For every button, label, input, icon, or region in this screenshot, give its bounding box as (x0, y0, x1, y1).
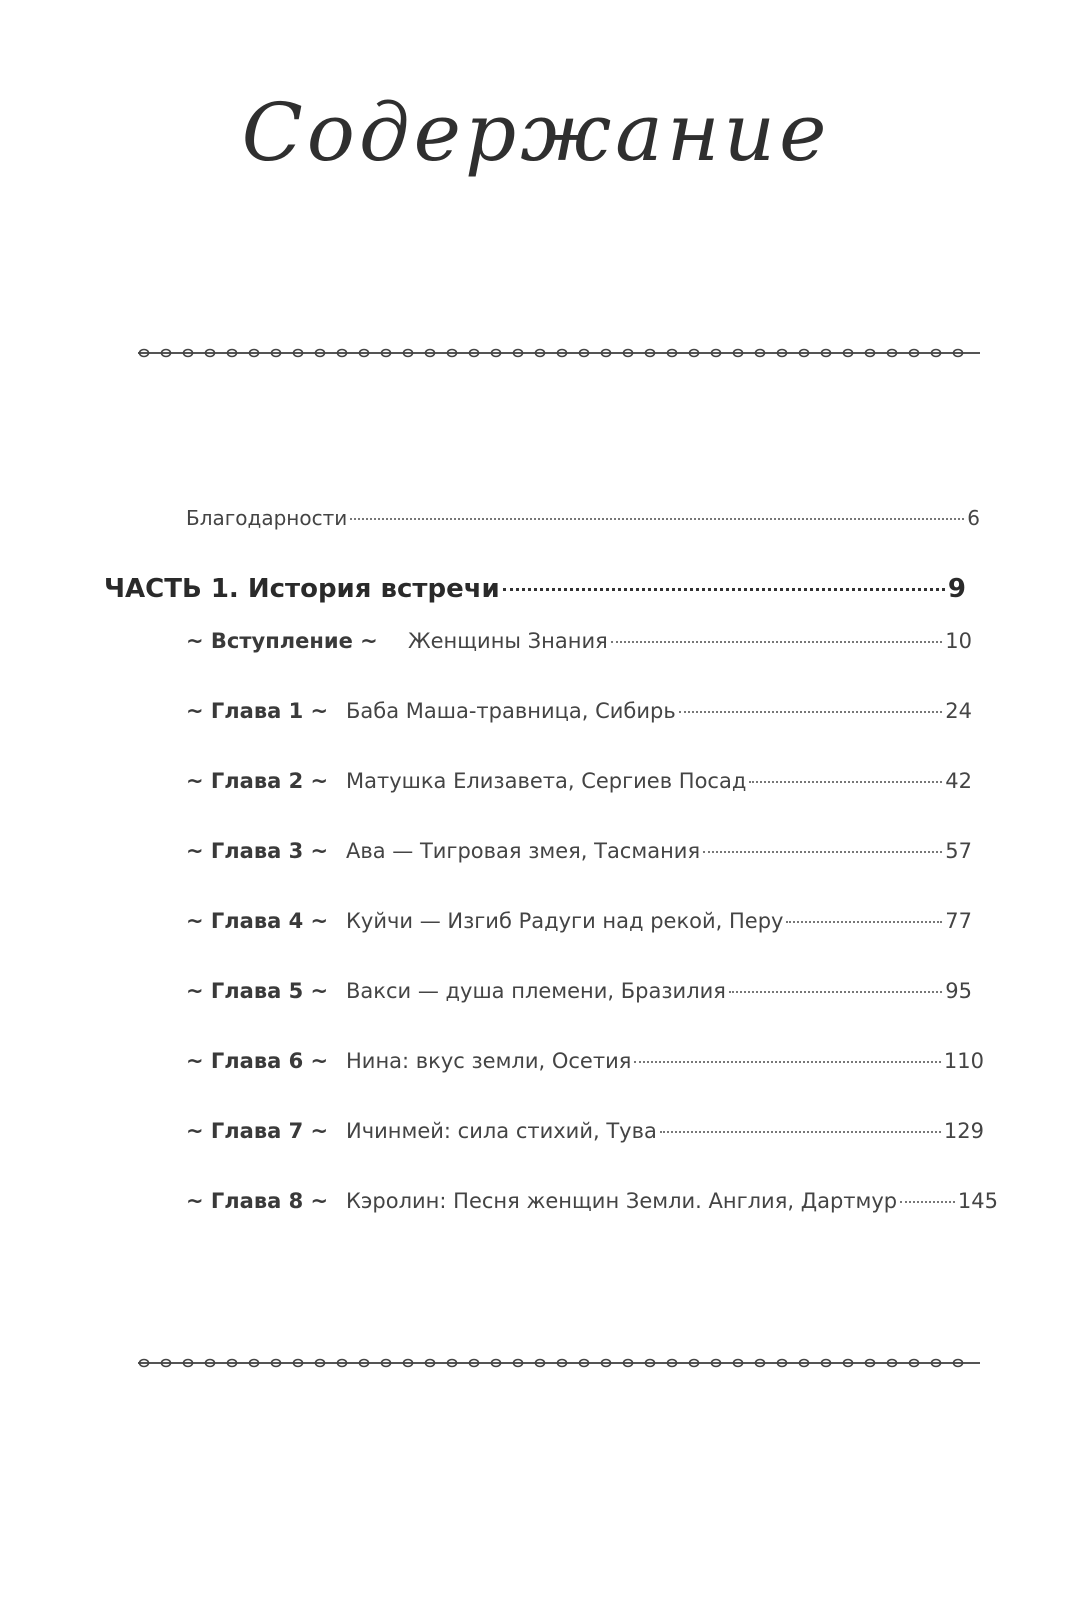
toc-entry-title: Куйчи — Изгиб Радуги над рекой, Перу (346, 909, 784, 933)
dot-leader (786, 921, 942, 923)
toc-entry-page: 24 (945, 699, 972, 723)
toc-entry-label: ~ Глава 4 ~ (186, 909, 329, 933)
dot-leader (900, 1201, 955, 1203)
dot-leader (729, 991, 942, 993)
bottom-ornament-divider (138, 1356, 980, 1370)
toc-entry-title: Кэролин: Песня женщин Земли. Англия, Дартмур (346, 1189, 898, 1213)
toc-entry-title: Ичинмей: сила стихий, Тува (346, 1119, 657, 1143)
toc-entry-title: Баба Маша-травница, Сибирь (346, 699, 676, 723)
toc-entry-label: ~ Глава 1 ~ (186, 699, 329, 723)
toc-entry-page: 42 (945, 769, 972, 793)
toc-entry-chapter-1[interactable] (186, 699, 972, 723)
toc-entry-chapter-2[interactable] (186, 769, 972, 793)
dot-leader (749, 781, 942, 783)
toc-acknowledgements-page: 6 (967, 506, 980, 530)
toc-entry-label: ~ Вступление ~ (186, 629, 378, 653)
toc-entry-title: Матушка Елизавета, Сергиев Посад (346, 769, 747, 793)
toc-entry-label: ~ Глава 6 ~ (186, 1049, 329, 1073)
toc-entry-chapter-8[interactable] (186, 1189, 998, 1213)
toc-entry-label: ~ Глава 3 ~ (186, 839, 329, 863)
toc-entry-page: 77 (945, 909, 972, 933)
toc-entry-intro[interactable] (186, 629, 972, 653)
toc-entry-page: 110 (943, 1049, 984, 1073)
dot-leader (503, 588, 945, 591)
toc-entry-label: ~ Глава 2 ~ (186, 769, 329, 793)
toc-entry-chapter-5[interactable] (186, 979, 972, 1003)
toc-entry-title: Нина: вкус земли, Осетия (346, 1049, 632, 1073)
toc-entry-page: 145 (957, 1189, 998, 1213)
page-title: Содержание (241, 86, 831, 179)
toc-acknowledgements-title: Благодарности (186, 506, 348, 530)
dot-leader (703, 851, 942, 853)
toc-entry-page: 10 (945, 629, 972, 653)
toc-entry-chapter-3[interactable] (186, 839, 972, 863)
toc-entry-chapter-6[interactable] (186, 1049, 984, 1073)
toc-part-page: 9 (947, 574, 966, 604)
toc-entry-chapter-4[interactable] (186, 909, 972, 933)
toc-entry-title: Женщины Знания (408, 629, 608, 653)
toc-entry-label: ~ Глава 8 ~ (186, 1189, 329, 1213)
toc-part-1[interactable] (104, 574, 966, 604)
dot-leader (634, 1061, 941, 1063)
dot-leader (350, 518, 964, 520)
dot-leader (679, 711, 943, 713)
toc-entry-label: ~ Глава 5 ~ (186, 979, 329, 1003)
toc-entry-page: 129 (943, 1119, 984, 1143)
toc-entry-page: 57 (945, 839, 972, 863)
toc-entry-title: Вакси — душа племени, Бразилия (346, 979, 726, 1003)
toc-entry-chapter-7[interactable] (186, 1119, 984, 1143)
toc-entry-title: Ава — Тигровая змея, Тасмания (346, 839, 701, 863)
toc-entry-page: 95 (945, 979, 972, 1003)
toc-acknowledgements[interactable] (186, 506, 980, 530)
dot-leader (660, 1131, 941, 1133)
top-ornament-divider (138, 346, 980, 360)
toc-part-title: ЧАСТЬ 1. История встречи (104, 574, 500, 604)
toc-entry-label: ~ Глава 7 ~ (186, 1119, 329, 1143)
dot-leader (611, 641, 943, 643)
